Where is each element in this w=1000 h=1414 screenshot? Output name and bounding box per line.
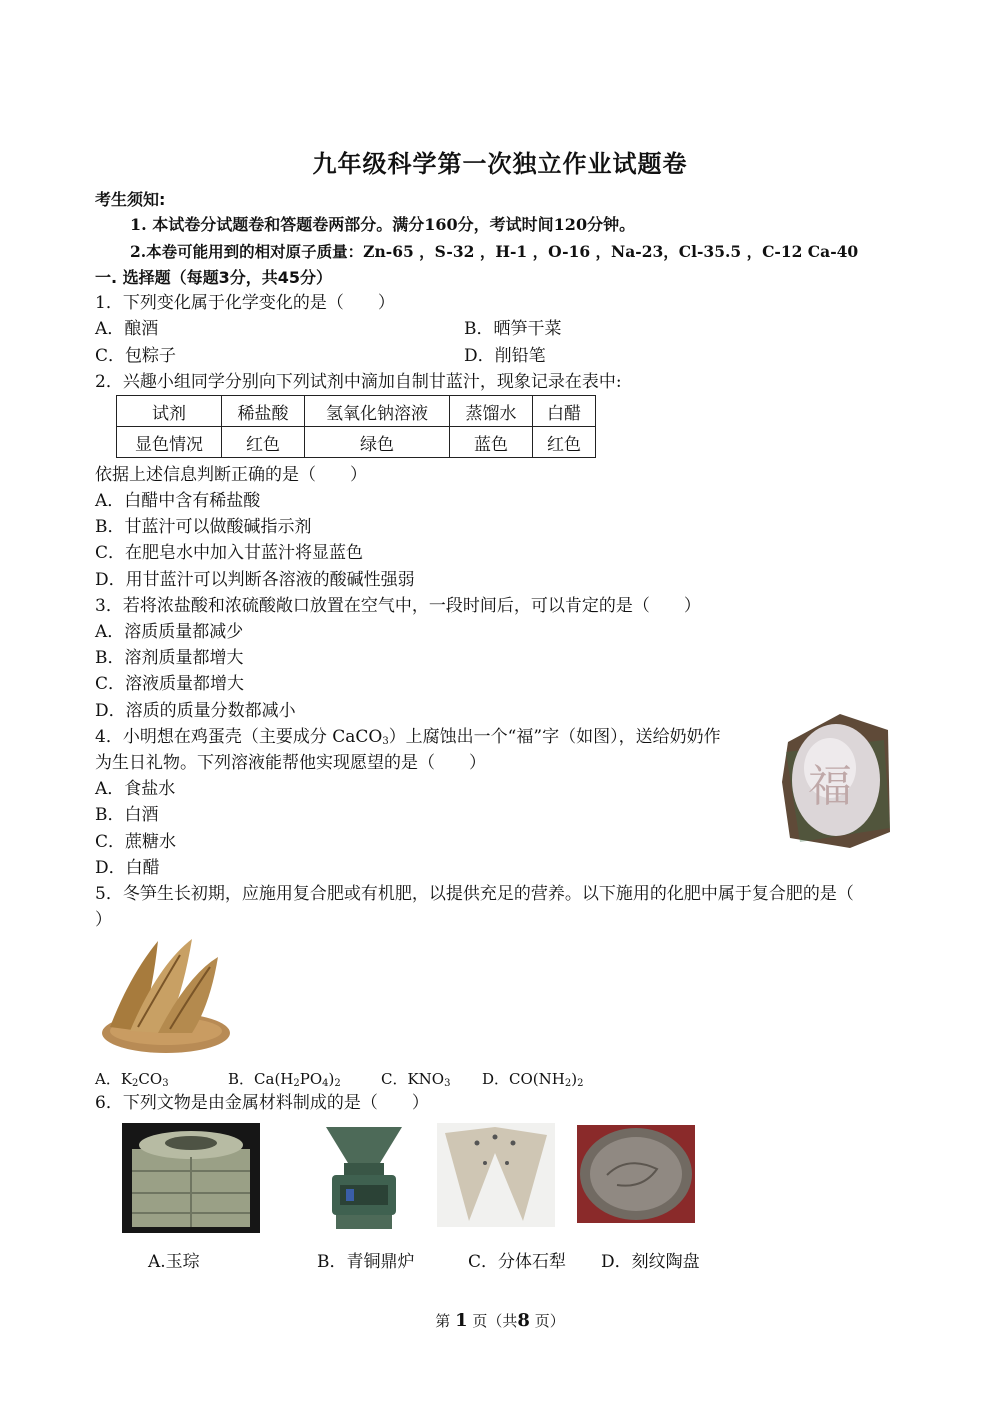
subscript: 2 <box>293 1078 300 1089</box>
question-4-option-b: B．白酒 <box>95 805 159 825</box>
table-cell: 蓝色 <box>450 427 533 458</box>
table-cell: 稀盐酸 <box>222 396 305 427</box>
question-6-option-a: A.玉琮 <box>148 1252 200 1272</box>
question-4-option-c: C．蔗糖水 <box>95 832 177 852</box>
formula-part: A．K <box>95 1070 133 1088</box>
question-6-option-c: C．分体石犁 <box>468 1252 567 1272</box>
bamboo-shoots-image <box>100 935 236 1057</box>
bamboo-shoots-illustration <box>100 935 236 1057</box>
question-5-option-b <box>228 1067 341 1091</box>
question-1-option-d: D．削铅笔 <box>464 346 546 366</box>
question-2-option-c: C．在肥皂水中加入甘蓝汁将显蓝色 <box>95 543 364 563</box>
question-2-stem: 2．兴趣小组同学分别向下列试剂中滴加自制甘蓝汁，现象记录在表中: <box>95 372 622 392</box>
question-3-option-b: B．溶剂质量都增大 <box>95 648 244 668</box>
subscript: 2 <box>564 1078 572 1089</box>
table-cell: 蒸馏水 <box>450 396 533 427</box>
pottery-plate-image <box>577 1125 695 1223</box>
question-3-stem: 3．若将浓盐酸和浓硫酸敞口放置在空气中，一段时间后，可以肯定的是（ ） <box>95 596 701 616</box>
stone-plough-image <box>437 1123 555 1227</box>
table-cell: 红色 <box>222 427 305 458</box>
formula-part: CO <box>138 1070 163 1088</box>
question-5-option-c <box>381 1067 450 1091</box>
question-5-stem-line-2: ） <box>95 910 112 930</box>
egg-image <box>780 712 892 850</box>
table-row <box>117 396 596 427</box>
table-cell: 试剂 <box>117 396 222 427</box>
formula-part: PO <box>299 1070 323 1088</box>
question-2-option-a: A．白醋中含有稀盐酸 <box>95 491 261 511</box>
question-4-stem-line-1 <box>95 725 721 749</box>
question-1-option-a: A．酿酒 <box>95 319 159 339</box>
footer-text: 页） <box>534 1312 565 1330</box>
question-1-option-c: C．包粽子 <box>95 346 177 366</box>
formula-part: ) <box>328 1070 335 1088</box>
page-footer <box>0 1310 1000 1331</box>
jade-cong-image <box>122 1123 260 1233</box>
question-5-option-a <box>95 1067 169 1091</box>
question-6-option-b: B．青铜鼎炉 <box>317 1252 415 1272</box>
table-cell: 氢氧化钠溶液 <box>305 396 450 427</box>
question-6-option-d: D．刻纹陶盘 <box>601 1252 700 1272</box>
page-title: 九年级科学第一次独立作业试题卷 <box>312 150 688 178</box>
notice-item-2: 2.本卷可能用到的相对原子质量：Zn-65 ，S-32 ，H-1 ，O-16 ，Na-23，Cl-35.5 ，C-12 Ca-40 <box>130 242 859 261</box>
question-5-option-d <box>482 1067 583 1091</box>
stem-text: 4．小明想在鸡蛋壳（主要成分 CaCO <box>95 727 383 747</box>
table-cell: 红色 <box>533 427 596 458</box>
question-2-followup: 依据上述信息判断正确的是（ ） <box>95 465 367 485</box>
subscript: 2 <box>132 1078 139 1089</box>
footer-text: 第 <box>435 1312 451 1330</box>
question-1-option-b: B．晒笋干菜 <box>464 319 562 339</box>
question-4-option-d: D．白醋 <box>95 858 160 878</box>
jade-cong-illustration <box>122 1123 260 1233</box>
subscript: 2 <box>577 1078 584 1089</box>
formula-part: C．KNO <box>381 1070 445 1088</box>
section-heading: 一. 选择题（每题3分，共45分） <box>95 268 333 287</box>
question-3-option-d: D．溶质的质量分数都减小 <box>95 701 296 721</box>
footer-text: 页（共 <box>472 1312 518 1330</box>
subscript: 2 <box>334 1078 341 1089</box>
question-2-option-d: D．用甘蓝汁可以判断各溶液的酸碱性强弱 <box>95 570 415 590</box>
table-row <box>117 427 596 458</box>
subscript: 3 <box>444 1078 451 1089</box>
pottery-plate-illustration <box>577 1125 695 1223</box>
notice-heading: 考生须知: <box>95 190 166 209</box>
formula-part: B．Ca(H <box>228 1070 294 1088</box>
stone-plough-illustration <box>437 1123 555 1227</box>
formula-part: D．CO(NH <box>482 1070 565 1088</box>
question-2-option-b: B．甘蓝汁可以做酸碱指示剂 <box>95 517 312 537</box>
question-3-option-c: C．溶液质量都增大 <box>95 674 245 694</box>
question-4-stem-line-2: 为生日礼物。下列溶液能帮他实现愿望的是（ ） <box>95 753 486 773</box>
bronze-vessel-image <box>318 1123 410 1233</box>
table-cell: 显色情况 <box>117 427 222 458</box>
notice-item-1: 1. 本试卷分试题卷和答题卷两部分。满分160分，考试时间120分钟。 <box>130 215 636 234</box>
question-1-stem: 1．下列变化属于化学变化的是（ ） <box>95 293 395 313</box>
question-5-stem-line-1: 5．冬笋生长初期，应施用复合肥或有机肥，以提供充足的营养。以下施用的化肥中属于复合肥的是（ <box>95 884 854 904</box>
total-pages: 8 <box>517 1310 530 1331</box>
bronze-vessel-illustration <box>318 1123 410 1233</box>
formula-part: ) <box>571 1070 578 1088</box>
subscript: 4 <box>322 1078 329 1089</box>
question-3-option-a: A．溶质质量都减少 <box>95 622 244 642</box>
subscript: 3 <box>162 1078 169 1089</box>
table-cell: 白醋 <box>533 396 596 427</box>
fu-character: 福 <box>808 761 852 812</box>
table-cell: 绿色 <box>305 427 450 458</box>
reagent-table <box>116 395 596 458</box>
page-number: 1 <box>455 1310 468 1331</box>
stem-text: ）上腐蚀出一个“福”字（如图），送给奶奶作 <box>388 727 721 747</box>
question-6-stem: 6．下列文物是由金属材料制成的是（ ） <box>95 1093 429 1113</box>
subscript: 3 <box>382 736 389 747</box>
question-4-option-a: A．食盐水 <box>95 779 176 799</box>
